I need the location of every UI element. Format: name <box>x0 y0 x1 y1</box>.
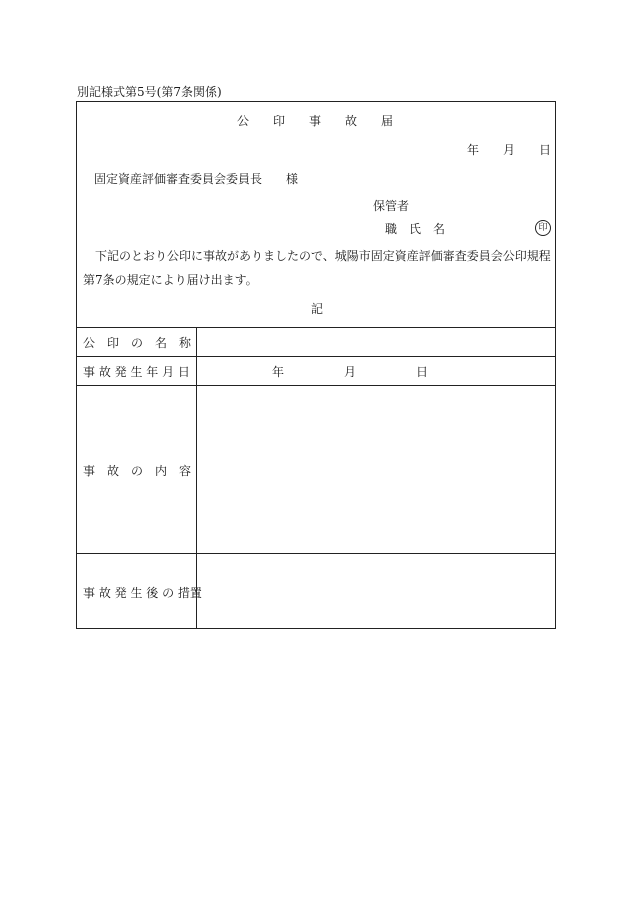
row-value-incident-date: 年 月 日 <box>272 365 429 379</box>
row-label-measures: 事 故 発 生 後 の 措置 <box>83 586 202 600</box>
divider <box>76 356 556 357</box>
row-label-seal-name: 公 印 の 名 称 <box>83 336 192 350</box>
divider <box>76 553 556 554</box>
date-line: 年 月 日 <box>467 143 552 157</box>
divider <box>76 327 556 328</box>
form-number: 別記様式第5号(第7条関係) <box>77 85 222 99</box>
form-title: 公 印 事 故 届 <box>236 114 393 128</box>
custodian-label: 保管者 <box>373 199 410 213</box>
row-label-incident-details: 事 故 の 内 容 <box>83 464 192 478</box>
addressee: 固定資産評価審査委員会委員長 様 <box>94 172 299 186</box>
divider <box>76 385 556 386</box>
seal-icon: 印 <box>535 220 551 236</box>
statement-text: 下記のとおり公印に事故がありましたので、城陽市固定資産評価審査委員会公印規程第7条の規定により届け出ます。 <box>83 249 551 287</box>
row-label-incident-date: 事 故 発 生 年 月 日 <box>83 365 190 379</box>
ki-marker: 記 <box>311 302 324 316</box>
name-label: 職 氏 名 <box>385 222 446 236</box>
